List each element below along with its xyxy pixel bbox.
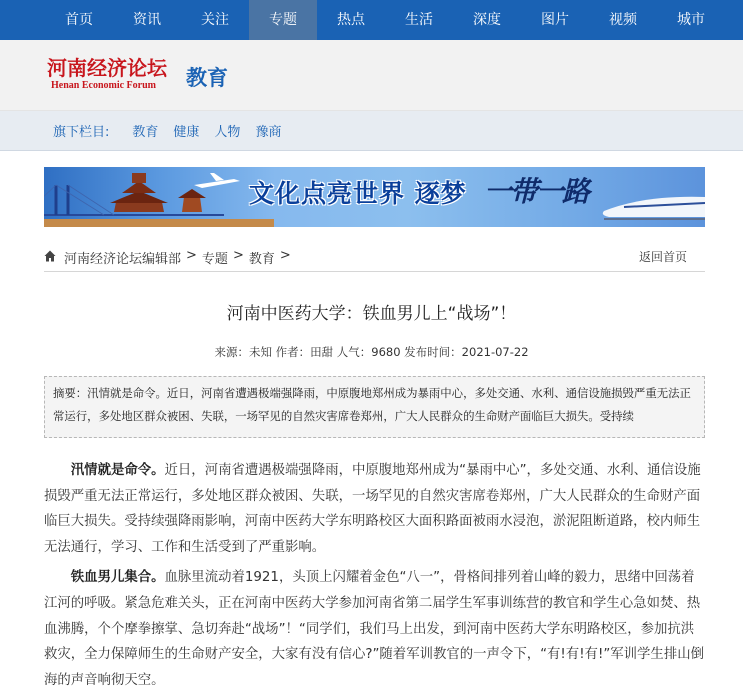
breadcrumb-separator: > [279,248,291,263]
banner-ad[interactable] [44,167,705,227]
article-paragraph [44,458,705,560]
breadcrumb-item-education[interactable]: 教育 [248,252,275,267]
section-title: 教育 [186,66,228,90]
logo-chinese: 河南经济论坛 [47,56,167,80]
breadcrumb-separator: > [232,248,244,263]
breadcrumb-item-topics[interactable]: 专题 [201,252,228,267]
nav-item-news[interactable]: 资讯 [133,12,161,28]
logo-english: Henan Economic Forum [51,80,156,91]
back-home-link[interactable]: 返回首页 [638,250,687,264]
banner-slogan: 一带一路 [484,175,589,208]
nav-item-focus[interactable]: 关注 [201,12,229,28]
nav-item-life[interactable]: 生活 [405,12,433,28]
paragraph-text: 血脉里流动着1921，头顶上闪耀着金色“八一”，骨格间排列着山峰的毅力，思绪中回荡着江河的呼吸。紧急危难关头，正在河南中医药大学参加河南省第二届学生军事训练营的教官和学生心急如焚、热血沸腾，个个摩拳擦掌、急切奔赴“战场”！“同学们，我们马上出发，到河南中医药大学东明路校区，参加抗洪救灾，全力保障师生的生命财产安全，大家有没有信心?”随着军训教官的一声令下，“有!有!有!”军训学生排山倒海的声音响彻天空。 [44,570,704,688]
subnav-label: 旗下栏目: [53,125,110,140]
nav-item-hot[interactable]: 热点 [337,12,365,28]
subnav-item-health[interactable]: 健康 [173,125,200,140]
breadcrumb [64,248,296,267]
paragraph-lead: 汛情就是命令。 [70,463,165,478]
site-header [0,40,743,111]
top-nav [0,0,743,40]
breadcrumb-bar [44,240,705,272]
breadcrumb-separator: > [186,248,197,263]
nav-item-images[interactable]: 图片 [541,12,569,28]
subnav-item-education[interactable]: 教育 [132,125,159,140]
nav-item-city[interactable]: 城市 [677,12,705,28]
nav-item-topics[interactable]: 专题 [249,0,317,40]
paragraph-text: 近日，河南省遭遇极端强降雨，中原腹地郑州成为“暴雨中心”，多处交通、水利、通信设施损毁严重无法正常运行，多处地区群众被困、失联，一场罕见的自然灾害席卷郑州，广大人民群众的生命财产面临巨大损失。受持续强降雨影响，河南中医药大学东明路校区大面积路面被雨水浸泡，淤泥阻断道路，校内师生无法通行，学习、工作和生活受到了严重影响。 [44,463,701,555]
subnav-item-people[interactable]: 人物 [214,125,241,140]
article-paragraph [44,565,705,693]
banner-headline: 文化点亮世界 逐梦 [249,179,467,208]
article-meta: 来源：未知 作者：田甜 人气：9680 发布时间：2021-07-22 [214,345,529,359]
nav-item-video[interactable]: 视频 [609,12,637,28]
breadcrumb-item-editorial[interactable]: 河南经济论坛编辑部 [64,252,182,267]
nav-item-home[interactable]: 首页 [65,12,93,28]
nav-item-depth[interactable]: 深度 [473,12,501,28]
article-body [44,458,705,698]
article-title: 河南中医药大学：铁血男儿上“战场”！ [226,304,517,324]
subnav-item-henan-business[interactable]: 豫商 [255,125,282,140]
article-summary: 摘要：汛情就是命令。近日，河南省遭遇极端强降雨，中原腹地郑州成为暴雨中心，多处交通、水利、通信设施损毁严重无法正常运行，多处地区群众被困、失联，一场罕见的自然灾害席卷郑州，广大人民群众的生命财产面临巨大损失。受持续 [44,376,705,438]
paragraph-lead: 铁血男儿集合。 [70,570,165,586]
site-logo[interactable] [47,56,179,92]
sub-nav [0,111,743,151]
home-icon [44,250,56,262]
